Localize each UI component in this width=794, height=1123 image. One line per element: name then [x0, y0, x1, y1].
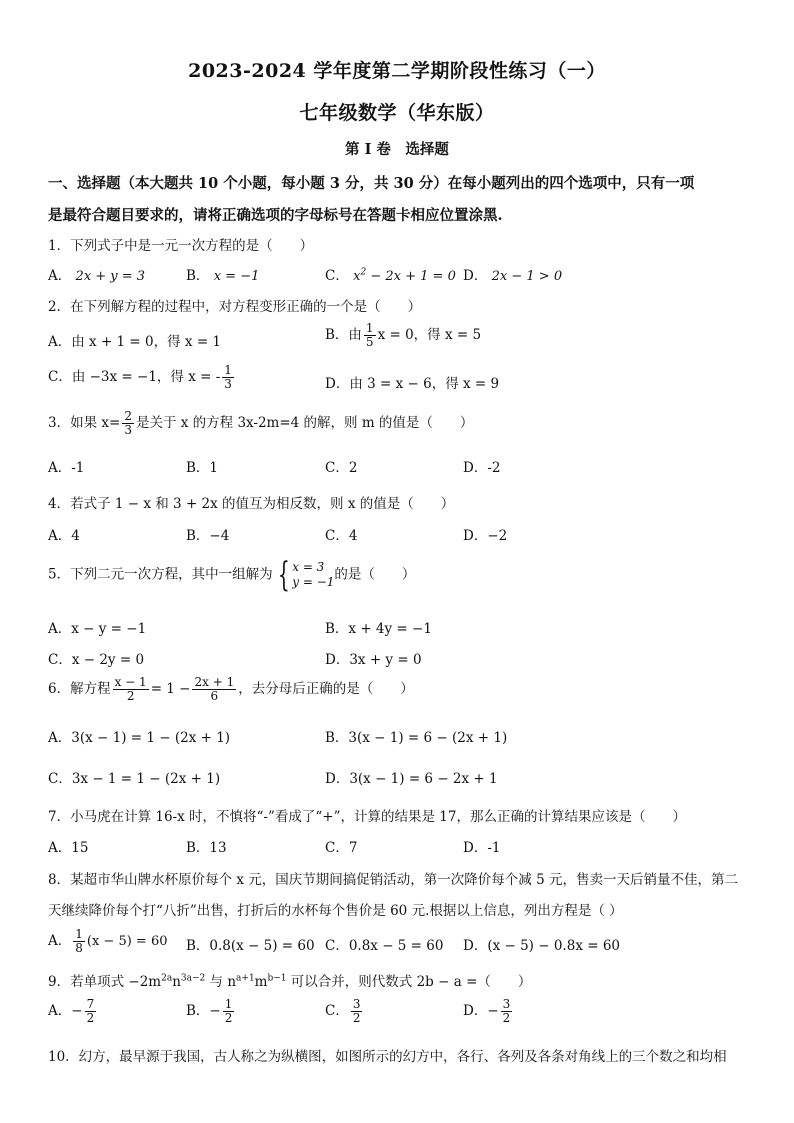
q9-option-b — [186, 998, 236, 1025]
brace-icon: { — [277, 555, 290, 595]
q2-option-b — [325, 322, 481, 349]
instructions-line-2: 是最符合题目要求的，请将正确选项的字母标号在答题卡相应位置涂黑. — [48, 207, 503, 224]
option-text: A．− — [48, 1003, 83, 1019]
q3-option-a: A．-1 — [48, 460, 85, 476]
q1-option-a — [48, 264, 145, 284]
system-rows — [292, 560, 334, 590]
stem-text: 与 n — [205, 974, 237, 990]
q7-option-b: B．13 — [186, 840, 227, 856]
numerator: x − 1 — [114, 675, 147, 689]
fraction — [192, 676, 236, 703]
fraction — [223, 998, 235, 1025]
q1-option-b — [186, 264, 259, 284]
math-base: x — [353, 269, 361, 284]
q2-option-c — [48, 364, 236, 391]
instructions-line-1: 一、选择题（本大题共 10 个小题，每小题 3 分，共 30 分）在每小题列出的四个选项中，只有一项 — [48, 175, 695, 192]
denominator: 2 — [126, 689, 135, 703]
q2-stem: 2．在下列解方程的过程中，对方程变形正确的一个是（ ） — [48, 299, 422, 315]
numerator: 1 — [75, 927, 83, 941]
q4-option-c: C．4 — [325, 528, 358, 544]
stem-text: 3．如果 x= — [48, 415, 121, 431]
option-text: C． — [325, 1003, 349, 1019]
stem-text: 9．若单项式 −2m — [48, 974, 162, 990]
denominator: 8 — [75, 941, 83, 955]
q8-stem-line-1: 8．某超市华山牌水杯原价每个 x 元，国庆节期间搞促销活动，第一次降价每个减 5 元，售卖一天后销量不佳，第二 — [48, 872, 738, 888]
q6-option-c: C．3x − 1 = 1 − (2x + 1) — [48, 771, 221, 787]
numerator: 7 — [86, 997, 95, 1011]
q4-option-d: D．−2 — [463, 528, 508, 544]
fraction — [122, 410, 134, 437]
exponent: b−1 — [267, 973, 287, 984]
stem-text: 是关于 x 的方程 3x-2m=4 的解，则 m 的值是（ ） — [135, 415, 474, 431]
option-text: A． — [48, 933, 72, 949]
q6-option-b: B．3(x − 1) = 6 − (2x + 1) — [325, 730, 508, 746]
q7-option-d: D．-1 — [463, 840, 501, 856]
q3-stem — [48, 410, 473, 437]
q3-option-d: D．-2 — [463, 460, 501, 476]
fraction — [113, 676, 149, 703]
q2-option-a: A．由 x + 1 = 0，得 x = 1 — [48, 334, 222, 350]
denominator: 3 — [124, 423, 132, 437]
q2-option-d: D．由 3 = x − 6，得 x = 9 — [325, 376, 500, 392]
q7-stem: 7．小马虎在计算 16-x 时，不慎将“-”看成了“+”，计算的结果是 17，那么正确的计算结果应该是（ ） — [48, 809, 686, 825]
option-math: x = −1 — [213, 269, 260, 284]
q6-stem — [48, 676, 414, 703]
q5-option-a: A．x − y = −1 — [48, 621, 147, 637]
q5-option-c: C．x − 2y = 0 — [48, 652, 145, 668]
q4-option-a: A．4 — [48, 528, 80, 544]
denominator: 2 — [224, 1011, 233, 1025]
system-row: y = −1 — [292, 575, 335, 589]
numerator: 1 — [224, 997, 233, 1011]
fraction — [364, 322, 376, 349]
option-text: x = 0，得 x = 5 — [377, 327, 482, 343]
q8-option-b: B．0.8(x − 5) = 60 — [186, 938, 315, 954]
option-text: B．由 — [325, 327, 362, 343]
stem-text: 可以合并，则代数式 2b − a =（ ） — [286, 974, 532, 990]
numerator: 2x + 1 — [194, 675, 235, 689]
q5-option-d: D．3x + y = 0 — [325, 652, 422, 668]
denominator: 2 — [352, 1011, 361, 1025]
stem-text: 的是（ ） — [334, 566, 416, 583]
q10-stem: 10．幻方，最早源于我国，古人称之为纵横图，如图所示的幻方中，各行、各列及各条对角线上的三个数之和均相 — [48, 1049, 727, 1065]
exam-title: 2023-2024 学年度第二学期阶段性练习（一） — [188, 60, 606, 82]
fraction — [501, 998, 513, 1025]
stem-text: n — [172, 974, 181, 990]
exponent: 2a — [161, 973, 173, 984]
option-math: 2x + y = 3 — [75, 269, 146, 284]
q8-option-a — [48, 928, 168, 955]
fraction — [85, 998, 97, 1025]
numerator: 1 — [224, 363, 232, 377]
option-label: B． — [186, 268, 210, 284]
option-math: 2x − 1 > 0 — [491, 269, 563, 284]
option-label: C． — [325, 268, 349, 284]
q8-option-d: D．(x − 5) − 0.8x = 60 — [463, 938, 621, 954]
stem-text: 6．解方程 — [48, 681, 111, 697]
system-row: x = 3 — [292, 560, 325, 574]
option-label: D． — [463, 268, 488, 284]
math-exponent: 2 — [360, 267, 367, 278]
option-label: A． — [48, 268, 72, 284]
stem-text: ，去分母后正确的是（ ） — [238, 681, 414, 697]
q3-option-b: B．1 — [186, 460, 219, 476]
q7-option-a: A．15 — [48, 840, 89, 856]
denominator: 3 — [224, 377, 232, 391]
numerator: 1 — [365, 321, 374, 335]
stem-text: 5．下列二元一次方程，其中一组解为 — [48, 566, 273, 583]
q9-stem — [48, 970, 531, 990]
q9-option-a — [48, 998, 98, 1025]
denominator: 6 — [210, 689, 219, 703]
fraction — [351, 998, 363, 1025]
option-text: B．− — [186, 1003, 221, 1019]
stem-text: = 1 − — [150, 681, 191, 697]
q6-option-d: D．3(x − 1) = 6 − 2x + 1 — [325, 771, 498, 787]
q4-stem: 4．若式子 1 − x 和 3 + 2x 的值互为相反数，则 x 的值是（ ） — [48, 496, 455, 512]
numerator: 3 — [502, 997, 511, 1011]
numerator: 2 — [124, 409, 132, 423]
option-math: (x − 5) = 60 — [86, 934, 168, 949]
q5-stem — [48, 555, 416, 595]
exponent: 3a−2 — [180, 973, 206, 984]
q1-stem: 1．下列式子中是一元一次方程的是（ ） — [48, 238, 314, 254]
section-heading: 第 I 卷 选择题 — [345, 141, 449, 158]
fraction — [222, 364, 234, 391]
equation-system — [273, 555, 335, 595]
q7-option-c: C．7 — [325, 840, 358, 856]
q1-option-c — [325, 264, 456, 284]
exponent: a+1 — [236, 973, 255, 984]
q4-option-b: B．−4 — [186, 528, 230, 544]
q6-option-a: A．3(x − 1) = 1 − (2x + 1) — [48, 730, 231, 746]
q8-option-c: C．0.8x − 5 = 60 — [325, 938, 444, 954]
q9-option-d — [463, 998, 514, 1025]
fraction — [73, 928, 85, 955]
denominator: 5 — [365, 335, 374, 349]
math-rest: − 2x + 1 = 0 — [366, 269, 456, 284]
stem-text: m — [254, 974, 268, 990]
numerator: 3 — [352, 997, 361, 1011]
denominator: 2 — [502, 1011, 511, 1025]
q8-stem-line-2: 天继续降价每个打“八折”出售，打折后的水杯每个售价是 60 元.根据以上信息，列出方程是（ ） — [48, 903, 623, 919]
option-text: D．− — [463, 1003, 499, 1019]
denominator: 2 — [86, 1011, 95, 1025]
option-text: C．由 −3x = −1，得 x = - — [48, 369, 221, 385]
q3-option-c: C．2 — [325, 460, 358, 476]
q9-option-c — [325, 998, 364, 1025]
option-math — [353, 269, 456, 284]
q5-option-b: B．x + 4y = −1 — [325, 621, 432, 637]
q1-option-d — [463, 264, 562, 284]
exam-subtitle: 七年级数学（华东版） — [299, 102, 495, 124]
